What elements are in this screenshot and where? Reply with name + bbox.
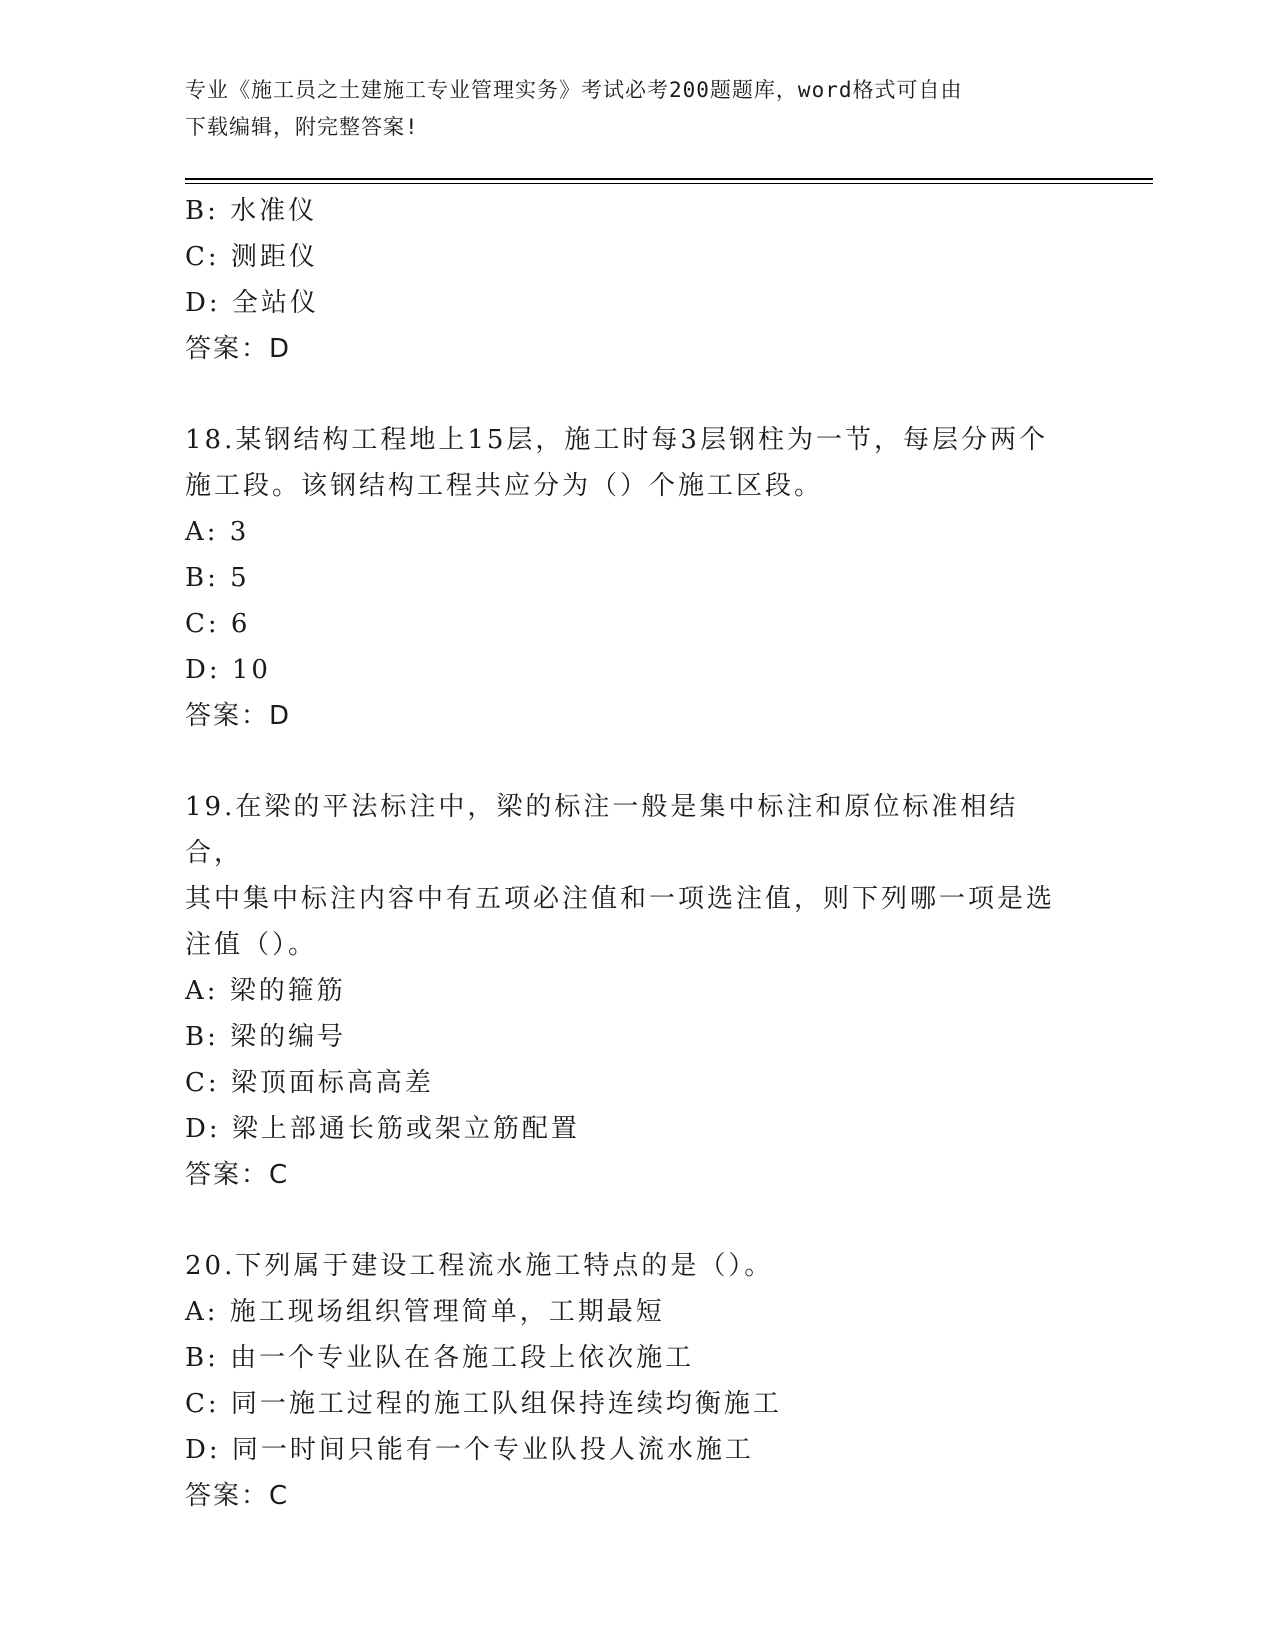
header-rule-thick [185,178,1153,180]
document-body [185,188,1065,1519]
option-c: C: 测距仪 [185,242,318,272]
option-b: B: 梁的编号 [185,1022,347,1052]
answer-line: 答案：D [185,334,292,364]
question-text-line: 其中集中标注内容中有五项必注值和一项选注值，则下列哪一项是选 [185,884,1056,914]
option-b: B: 水准仪 [185,196,318,226]
question-text-line: 18.某钢结构工程地上15层，施工时每3层钢柱为一节，每层分两个 [185,425,1048,455]
option-c: C: 梁顶面标高高差 [185,1068,434,1098]
option-b: B: 由一个专业队在各施工段上依次施工 [185,1343,695,1373]
option-d: D: 10 [185,655,271,685]
question-18 [185,417,1065,739]
header-line-2: 下载编辑，附完整答案! [185,115,419,139]
option-a: A: 施工现场组织管理简单，工期最短 [185,1297,665,1327]
option-d: D: 梁上部通长筋或架立筋配置 [185,1114,580,1144]
question-text-line: 20.下列属于建设工程流水施工特点的是（）。 [185,1251,774,1281]
option-a: A: 3 [185,517,250,547]
document-header [185,72,1065,146]
option-c: C: 6 [185,609,251,639]
option-d: D: 同一时间只能有一个专业队投人流水施工 [185,1435,754,1465]
question-text-line: 施工段。该钢结构工程共应分为（）个施工区段。 [185,471,824,501]
question-text-line: 19.在梁的平法标注中，梁的标注一般是集中标注和原位标准相结合， [185,792,1019,868]
header-rule-thin [185,183,1153,184]
option-d: D: 全站仪 [185,288,319,318]
option-b: B: 5 [185,563,250,593]
answer-line: 答案：C [185,1481,290,1511]
answer-line: 答案：C [185,1160,290,1190]
question-19 [185,784,1065,1198]
option-a: A: 梁的箍筋 [185,976,346,1006]
option-c: C: 同一施工过程的施工队组保持连续均衡施工 [185,1389,782,1419]
continued-question [185,188,1065,372]
header-line-1: 专业《施工员之土建施工专业管理实务》考试必考200题题库，word格式可自由 [185,78,963,102]
question-text-line: 注值（）。 [185,930,318,960]
question-20 [185,1243,1065,1519]
answer-line: 答案：D [185,701,292,731]
